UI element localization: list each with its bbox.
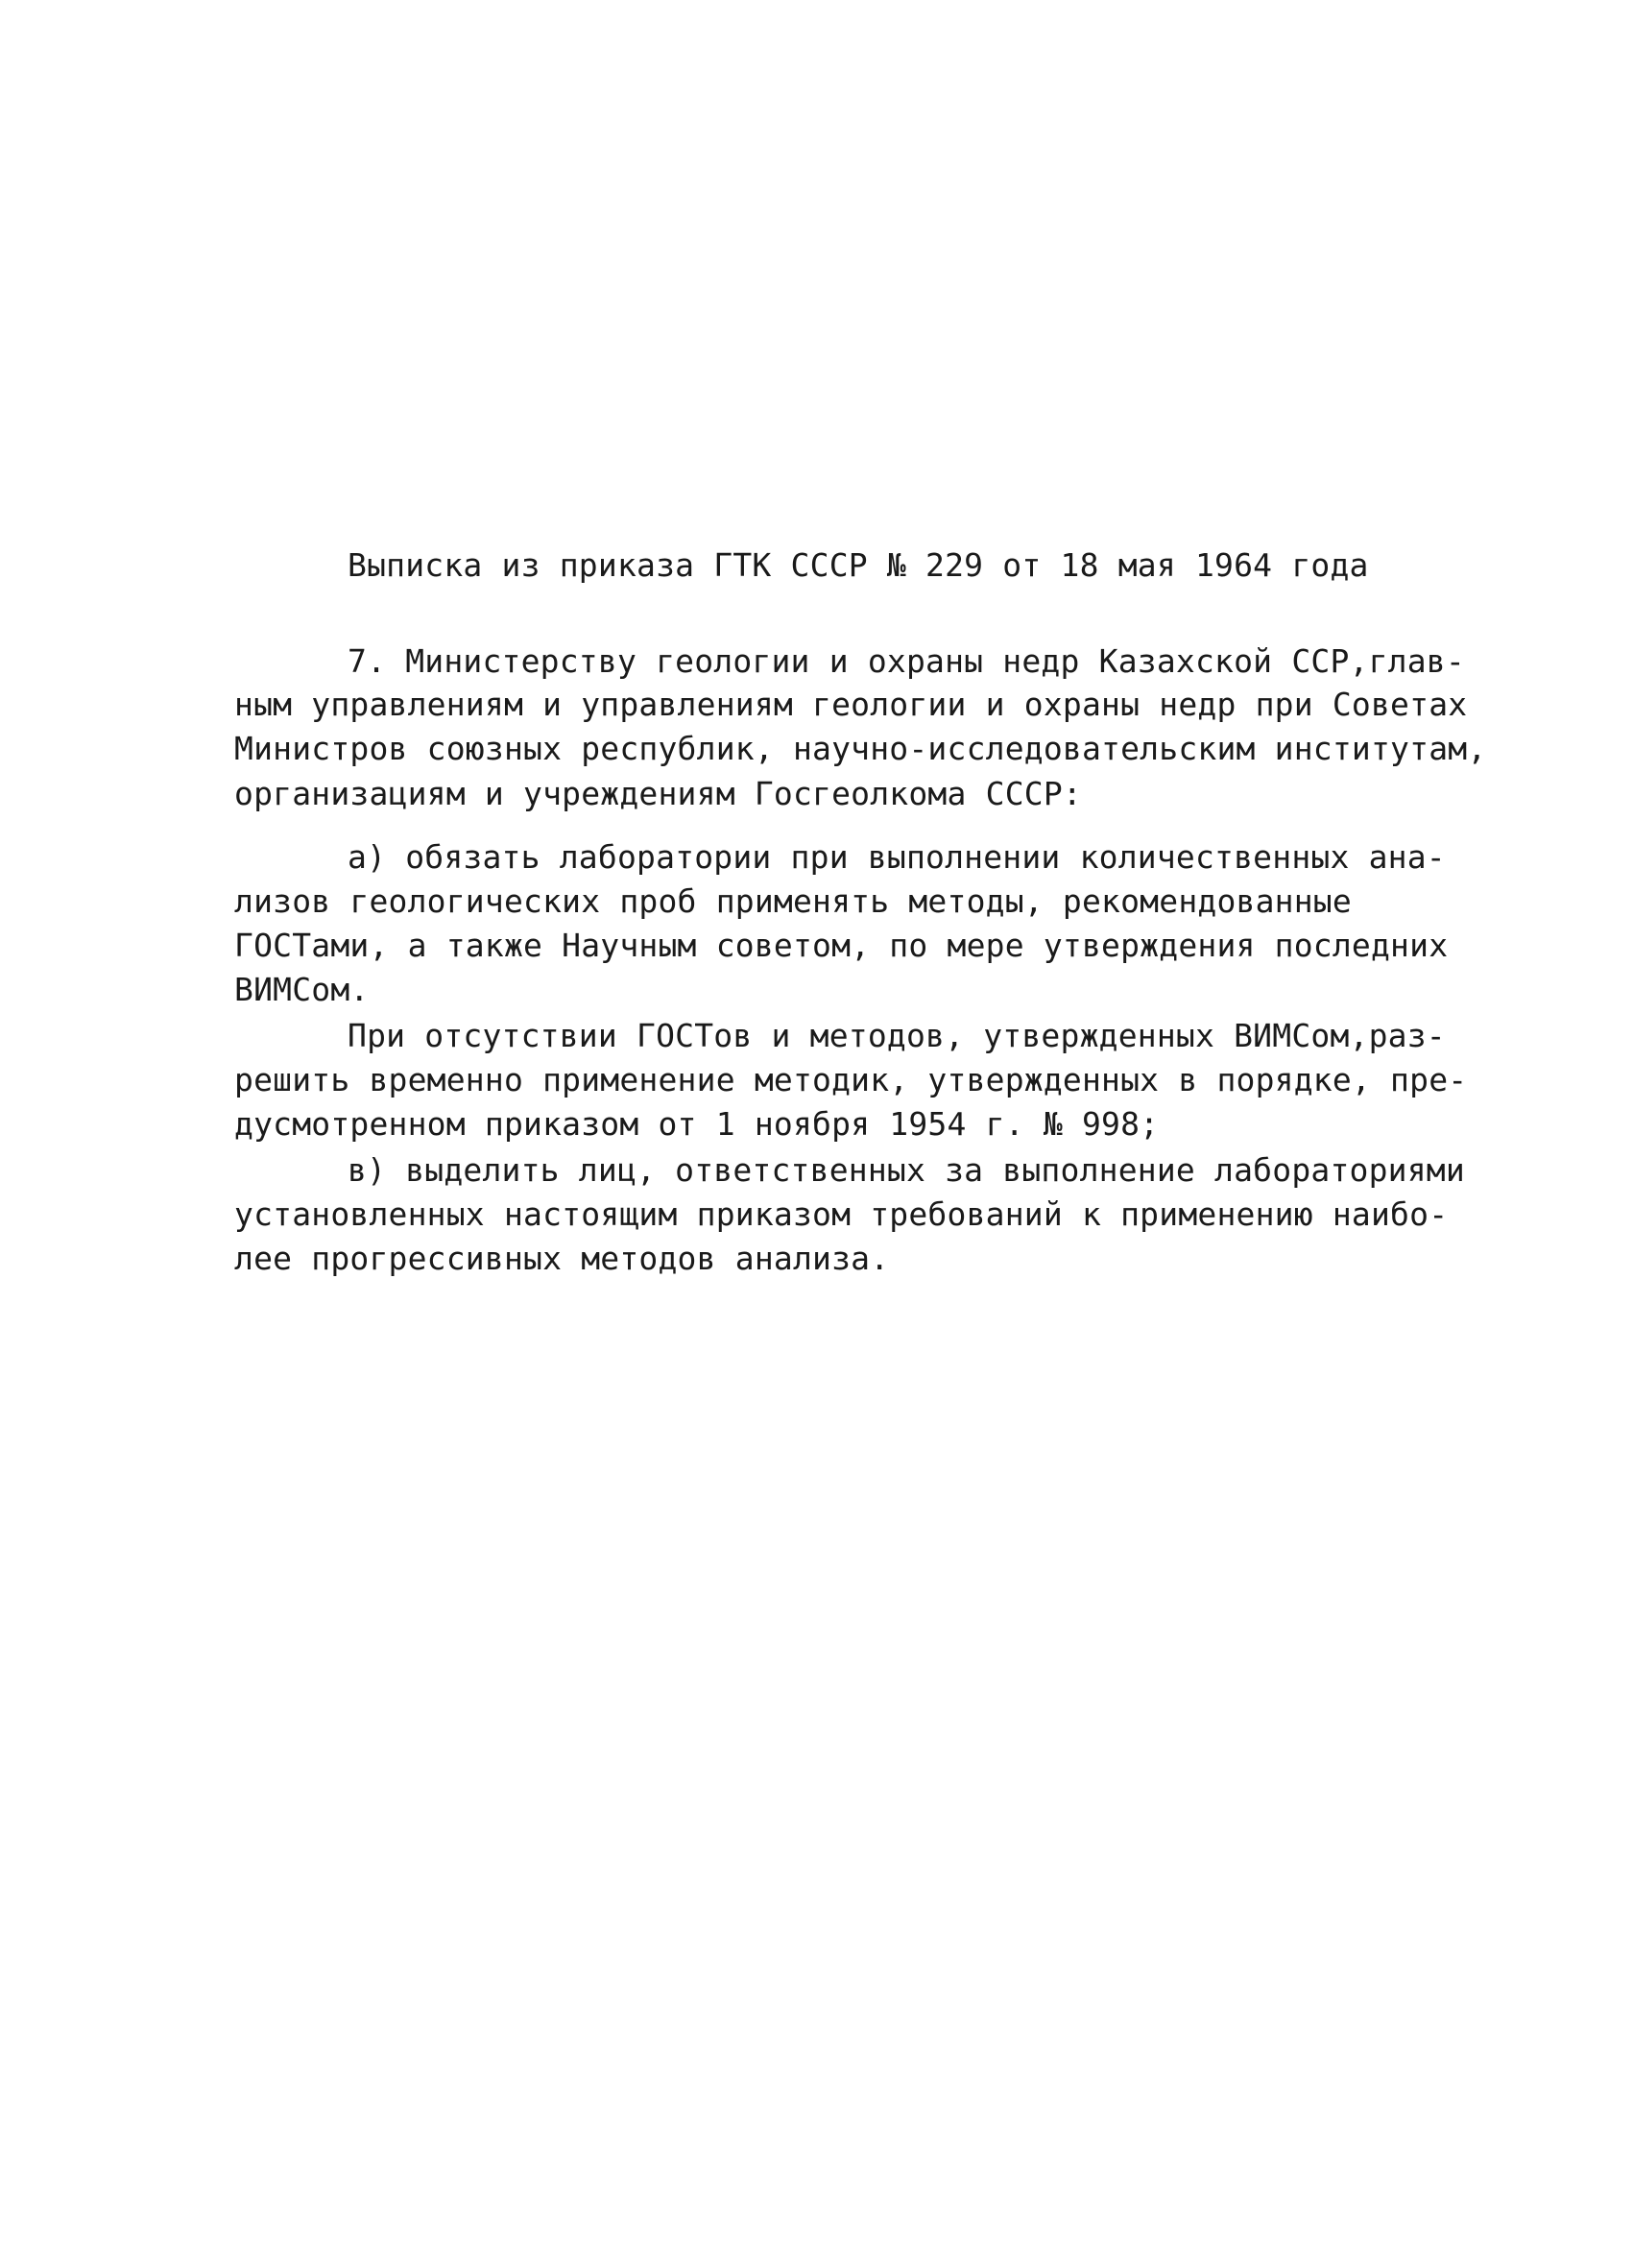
paragraph-7-line-1: 7. Министерству геологии и охраны недр Казахской ССР,глав- (348, 642, 1465, 680)
paragraph-7-line-3: Министров союзных республик, научно-исследовательским институтам, (234, 730, 1487, 767)
item-v-line-1: в) выделить лиц, ответственных за выполнение лабораториями (348, 1151, 1465, 1189)
document-heading: Выписка из приказа ГТК СССР № 229 от 18 мая 1964 года (348, 546, 1369, 584)
item-a-line-1: а) обязать лаборатории при выполнении количественных ана- (348, 838, 1446, 876)
paragraph-b-line-3: дусмотренном приказом от 1 ноября 1954 г. № 998; (234, 1105, 1160, 1143)
item-a-line-2: лизов геологических проб применять методы, рекомендованные (234, 882, 1352, 920)
item-v-line-2: установленных настоящим приказом требований к применению наибо- (234, 1195, 1449, 1233)
paragraph-b-line-2: решить временно применение методик, утвержденных в порядке, пре- (234, 1061, 1468, 1098)
paragraph-7-line-4: организациям и учреждениям Госгеолкома СССР: (234, 775, 1082, 812)
item-a-line-3: ГОСТами, а также Научным советом, по мере утверждения последних (234, 927, 1449, 964)
paragraph-b-line-1: При отсутствии ГОСТов и методов, утвержденных ВИМСом,раз- (348, 1017, 1446, 1054)
item-a-line-4: ВИМСом. (234, 971, 370, 1008)
item-v-line-3: лее прогрессивных методов анализа. (234, 1240, 890, 1277)
paragraph-7-line-2: ным управлениям и управлениям геологии и охраны недр при Советах (234, 686, 1468, 723)
